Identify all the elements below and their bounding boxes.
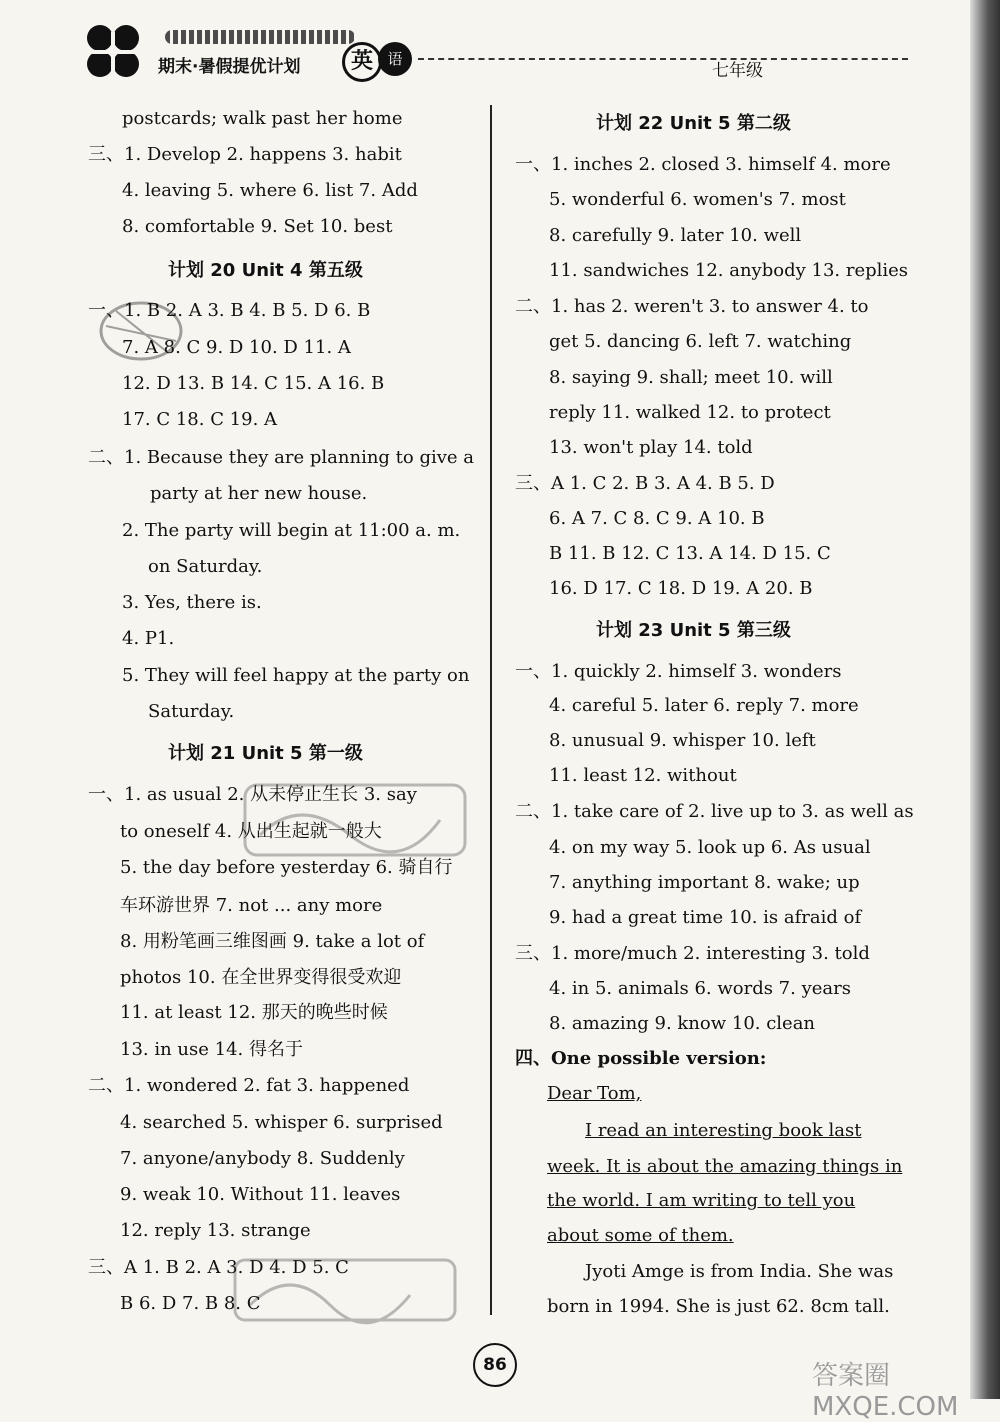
answer-line: B 6. D 7. B 8. C <box>120 1293 261 1314</box>
section-title: 计划 23 Unit 5 第三级 <box>596 620 791 641</box>
answer-line: 17. C 18. C 19. A <box>122 409 278 430</box>
essay-line: the world. I am writing to tell you <box>547 1190 856 1211</box>
stamp-watermark-icon <box>240 780 470 860</box>
answer-line: 6. A 7. C 8. C 9. A 10. B <box>549 508 765 529</box>
answer-line: 13. won't play 14. told <box>549 437 753 458</box>
answer-line: to oneself 4. 从出生起就一般大 <box>120 821 382 842</box>
answer-line: 2. The party will begin at 11:00 a. m. <box>122 520 461 541</box>
answer-line: 4. on my way 5. look up 6. As usual <box>549 837 871 858</box>
answer-line: 一、1. quickly 2. himself 3. wonders <box>515 661 842 682</box>
section-title: 计划 21 Unit 5 第一级 <box>168 743 363 764</box>
answer-line: 一、1. inches 2. closed 3. himself 4. more <box>515 154 891 175</box>
answer-line: on Saturday. <box>148 556 263 577</box>
answer-line: 4. P1. <box>122 628 175 649</box>
page-edge-shadow <box>970 0 1000 1399</box>
answer-line: 4. searched 5. whisper 6. surprised <box>120 1112 443 1133</box>
answer-line: 8. 用粉笔画三维图画 9. take a lot of <box>120 931 425 952</box>
answer-line: 三、1. Develop 2. happens 3. habit <box>88 144 402 165</box>
answer-line: 二、1. wondered 2. fat 3. happened <box>88 1075 410 1096</box>
answer-line: 7. A 8. C 9. D 10. D 11. A <box>122 337 351 358</box>
answer-line: 11. sandwiches 12. anybody 13. replies <box>549 260 909 281</box>
answer-line: party at her new house. <box>150 483 368 504</box>
answer-line: 8. unusual 9. whisper 10. left <box>549 730 816 751</box>
essay-line: Jyoti Amge is from India. She was <box>585 1261 894 1282</box>
column-divider <box>490 105 492 1315</box>
answer-line: 12. reply 13. strange <box>120 1220 311 1241</box>
answer-line: 二、1. take care of 2. live up to 3. as well as <box>515 801 914 822</box>
page-header <box>0 0 1000 100</box>
answer-line: 8. comfortable 9. Set 10. best <box>122 216 393 237</box>
answer-line: 9. weak 10. Without 11. leaves <box>120 1184 401 1205</box>
essay-line: I read an interesting book last <box>585 1120 862 1141</box>
clover-logo-icon <box>82 22 144 84</box>
essay-line: week. It is about the amazing things in <box>547 1156 903 1177</box>
answer-line: B 11. B 12. C 13. A 14. D 15. C <box>549 543 831 564</box>
answer-line: 8. carefully 9. later 10. well <box>549 225 802 246</box>
decorative-bar <box>165 30 355 44</box>
answer-line: 一、1. as usual 2. 从未停止生长 3. say <box>88 784 417 805</box>
section-title: 计划 20 Unit 4 第五级 <box>168 260 363 281</box>
subject-badge: 语 <box>378 42 412 76</box>
stamp-watermark-icon <box>230 1255 460 1325</box>
answer-line: 7. anyone/anybody 8. Suddenly <box>120 1148 405 1169</box>
grade-label: 七年级 <box>712 61 763 81</box>
answer-line: 4. careful 5. later 6. reply 7. more <box>549 695 859 716</box>
essay-line: about some of them. <box>547 1225 734 1246</box>
answer-line: 3. Yes, there is. <box>122 592 262 613</box>
answer-line: 12. D 13. B 14. C 15. A 16. B <box>122 373 385 394</box>
site-watermark: 答案圈 MXQE.COM <box>812 1361 959 1422</box>
answer-line: 9. had a great time 10. is afraid of <box>549 907 862 928</box>
answer-line: 5. the day before yesterday 6. 骑自行 <box>120 857 453 878</box>
answer-line: 8. amazing 9. know 10. clean <box>549 1013 816 1034</box>
answer-line: 二、1. Because they are planning to give a <box>88 447 475 468</box>
answer-line: 8. saying 9. shall; meet 10. will <box>549 367 833 388</box>
answer-line: 16. D 17. C 18. D 19. A 20. B <box>549 578 813 599</box>
answer-line: 5. wonderful 6. women's 7. most <box>549 189 846 210</box>
answer-line: 二、1. has 2. weren't 3. to answer 4. to <box>515 296 869 317</box>
answer-line: reply 11. walked 12. to protect <box>549 402 831 423</box>
answer-line: 车环游世界 7. not ... any more <box>120 895 383 916</box>
answer-line: get 5. dancing 6. left 7. watching <box>549 331 852 352</box>
answer-line: 三、1. more/much 2. interesting 3. told <box>515 943 870 964</box>
answer-line: postcards; walk past her home <box>122 108 403 129</box>
stamp-scribble-icon <box>96 296 186 366</box>
answer-line: 四、One possible version: <box>515 1048 767 1069</box>
answer-line: 三、A 1. B 2. A 3. D 4. D 5. C <box>88 1257 349 1278</box>
answer-line: 13. in use 14. 得名于 <box>120 1039 303 1060</box>
answer-line: Saturday. <box>148 701 235 722</box>
series-title: 期末·暑假提优计划 <box>158 57 301 77</box>
answer-line: 11. least 12. without <box>549 765 737 786</box>
answer-line: 4. leaving 5. where 6. list 7. Add <box>122 180 418 201</box>
answer-line: 11. at least 12. 那天的晚些时候 <box>120 1002 388 1023</box>
answer-line: 一、1. B 2. A 3. B 4. B 5. D 6. B <box>88 300 371 321</box>
header-dashed-rule <box>418 58 908 60</box>
page-number: 86 <box>473 1343 517 1387</box>
subject-mark: 英 <box>342 42 382 82</box>
answer-line: 三、A 1. C 2. B 3. A 4. B 5. D <box>515 473 775 494</box>
essay-line: Dear Tom, <box>547 1083 642 1104</box>
answer-line: 7. anything important 8. wake; up <box>549 872 860 893</box>
section-title: 计划 22 Unit 5 第二级 <box>596 113 791 134</box>
answer-line: 5. They will feel happy at the party on <box>122 665 470 686</box>
answer-line: 4. in 5. animals 6. words 7. years <box>549 978 851 999</box>
answer-line: photos 10. 在全世界变得很受欢迎 <box>120 967 402 988</box>
essay-line: born in 1994. She is just 62. 8cm tall. <box>547 1296 890 1317</box>
